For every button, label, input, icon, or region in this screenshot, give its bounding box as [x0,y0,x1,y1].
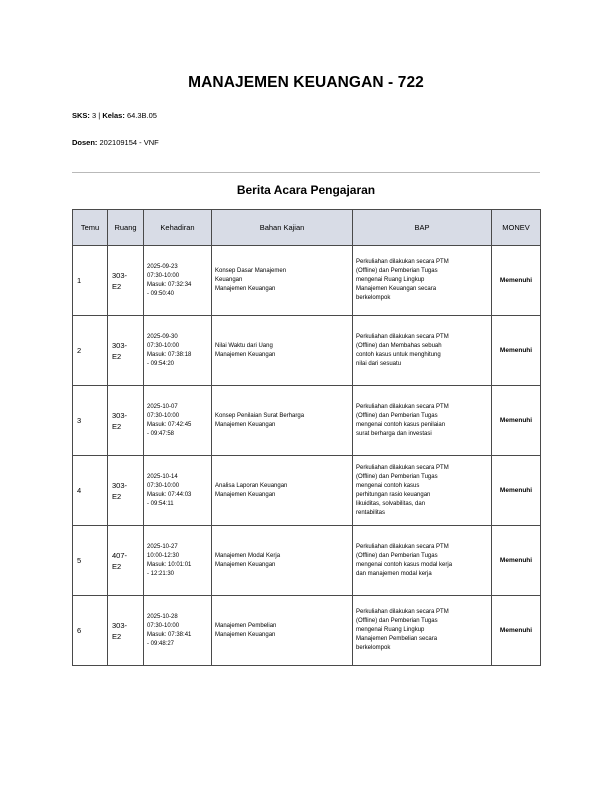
cell-monev: Memenuhi [492,386,541,456]
cell-line: Manajemen Keuangan [215,631,276,638]
cell-line: 07:30-10:00 [147,622,180,629]
cell-line: 2025-10-27 [147,543,178,550]
cell-line: Masuk: 07:38:41 [147,631,192,638]
cell-line: - 09:54:11 [147,500,174,507]
cell-temu: 2 [73,316,108,386]
cell-line: E2 [112,561,122,571]
cell-line: Perkuliahan dilakukan secara PTM [356,403,449,410]
cell-line: Masuk: 07:38:18 [147,351,192,358]
cell-bahan-kajian [212,386,353,456]
cell-ruang [108,316,144,386]
cell-line: 2025-09-30 [147,333,178,340]
cell-line: Masuk: 10:01:01 [147,561,192,568]
lecturer-line [72,138,159,147]
cell-line: E2 [112,351,122,361]
cell-monev: Memenuhi [492,526,541,596]
cell-line: mengenai Ruang Lingkup [356,627,425,633]
cell-kehadiran [144,316,212,386]
cell-bap [353,316,492,386]
cell-line: 2025-10-14 [147,473,178,480]
cell-line: 07:30-10:00 [147,342,180,349]
sks-label: SKS: [72,111,90,120]
cell-line: Keuangan [215,277,243,283]
cell-line: rentabilitas [356,509,386,516]
cell-line: 07:30-10:00 [147,412,180,419]
header-kehadiran: Kehadiran [144,210,212,246]
header-bap: BAP [353,210,492,246]
cell-line: (Offline) dan Pemberian Tugas [356,552,438,559]
cell-line: nilai dari sesuatu [356,360,402,367]
cell-bahan-kajian [212,316,353,386]
cell-line: Manajemen Pembelian [215,622,277,629]
cell-line: 10:00-12:30 [147,552,180,559]
cell-ruang [108,246,144,316]
cell-line: Manajemen Keuangan secara [356,286,437,292]
cell-line: E2 [112,491,122,501]
cell-line: (Offline) dan Pemberian Tugas [356,268,438,274]
cell-line: mengenai Ruang Lingkup [356,277,425,283]
cell-line: Nilai Waktu dari Uang [215,342,273,349]
cell-monev: Memenuhi [492,596,541,666]
cell-line: berkelompok [356,295,391,301]
cell-temu: 1 [73,246,108,316]
cell-line: Perkuliahan dilakukan secara PTM [356,609,449,615]
table-row [73,456,541,526]
cell-line: Perkuliahan dilakukan secara PTM [356,259,449,265]
cell-line: (Offline) dan Membahas sebuah [356,342,442,349]
cell-line: Manajemen Keuangan [215,351,276,358]
cell-line: Perkuliahan dilakukan secara PTM [356,333,449,340]
kelas-value: 64.3B.05 [126,111,157,120]
cell-line: berkelompok [356,645,391,651]
cell-line: Konsep Penilaian Surat Berharga [215,412,305,419]
cell-bap [353,526,492,596]
cell-line: (Offline) dan Pemberian Tugas [356,618,438,624]
cell-line: Manajemen Pembelian secara [356,636,438,642]
cell-temu: 6 [73,596,108,666]
kelas-label: Kelas: [102,111,125,120]
cell-ruang [108,456,144,526]
table-row [73,246,541,316]
cell-line: dan manajemen modal kerja [356,570,432,577]
cell-kehadiran [144,596,212,666]
header-monev: MONEV [492,210,541,246]
table-row [73,386,541,456]
cell-line: Manajemen Keuangan [215,561,276,568]
dosen-value: 202109154 - VNF [99,138,159,147]
cell-line: Manajemen Keuangan [215,286,276,292]
cell-line: E2 [112,281,122,291]
cell-line: 303- [112,620,128,630]
header-temu: Temu [73,210,108,246]
cell-line: 303- [112,410,128,420]
cell-bap [353,386,492,456]
cell-line: - 09:48:27 [147,640,175,647]
cell-line: perhitungan rasio keuangan [356,491,431,498]
cell-ruang [108,596,144,666]
cell-line: - 12:21:30 [147,570,175,577]
cell-kehadiran [144,526,212,596]
cell-line: Masuk: 07:32:34 [147,281,192,288]
table-header-row [73,210,541,246]
cell-line: Perkuliahan dilakukan secara PTM [356,464,449,471]
section-title: Berita Acara Pengajaran [236,183,376,197]
cell-line: Analisa Laporan Keuangan [215,482,288,489]
course-meta-line [72,111,157,120]
cell-line: 07:30-10:00 [147,482,180,489]
cell-ruang [108,386,144,456]
cell-line: (Offline) dan Pemberian Tugas [356,473,438,480]
cell-line: 07:30-10:00 [147,272,180,279]
cell-line: 407- [112,550,128,560]
cell-bahan-kajian [212,246,353,316]
cell-bahan-kajian [212,596,353,666]
cell-kehadiran [144,386,212,456]
cell-line: 2025-10-28 [147,613,178,620]
cell-line: contoh kasus untuk menghitung [356,351,441,358]
cell-line: 303- [112,270,128,280]
cell-line: 2025-09-23 [147,263,178,270]
cell-temu: 4 [73,456,108,526]
cell-ruang [108,526,144,596]
header-ruang: Ruang [108,210,144,246]
cell-line: Manajemen Keuangan [215,491,276,498]
table-row [73,316,541,386]
cell-line: 303- [112,480,128,490]
sks-value: 3 [92,111,97,120]
cell-monev: Memenuhi [492,456,541,526]
cell-kehadiran [144,246,212,316]
cell-line: mengenai contoh kasus penilaian [356,421,446,428]
cell-line: Manajemen Modal Kerja [215,552,281,559]
header-bahan-kajian: Bahan Kajian [212,210,353,246]
cell-monev: Memenuhi [492,316,541,386]
divider [72,172,540,173]
cell-monev: Memenuhi [492,246,541,316]
cell-line: mengenai contoh kasus [356,482,420,489]
cell-line: - 09:54:20 [147,360,175,367]
cell-bap [353,456,492,526]
cell-line: E2 [112,421,122,431]
cell-line: Masuk: 07:44:03 [147,491,192,498]
cell-line: - 09:47:58 [147,430,175,437]
cell-line: Manajemen Keuangan [215,421,276,428]
teaching-record-table [72,209,541,666]
cell-bahan-kajian [212,456,353,526]
cell-line: Perkuliahan dilakukan secara PTM [356,543,449,550]
cell-line: (Offline) dan Pemberian Tugas [356,412,438,419]
course-title: MANAJEMEN KEUANGAN - 722 [188,74,424,91]
cell-line: mengenai contoh kasus modal kerja [356,561,453,568]
cell-line: Masuk: 07:42:45 [147,421,192,428]
cell-temu: 5 [73,526,108,596]
cell-line: 303- [112,340,128,350]
table-row [73,526,541,596]
cell-line: 2025-10-07 [147,403,178,410]
cell-bahan-kajian [212,526,353,596]
cell-line: surat berharga dan investasi [356,430,432,437]
cell-line: Konsep Dasar Manajemen [215,268,287,274]
cell-line: E2 [112,631,122,641]
cell-temu: 3 [73,386,108,456]
cell-bap [353,596,492,666]
cell-line: likuiditas, solvabilitas, dan [356,500,426,507]
table-row [73,596,541,666]
dosen-label: Dosen: [72,138,98,147]
cell-line: - 09:50:40 [147,290,175,297]
meta-separator: | [98,111,101,120]
cell-kehadiran [144,456,212,526]
cell-bap [353,246,492,316]
